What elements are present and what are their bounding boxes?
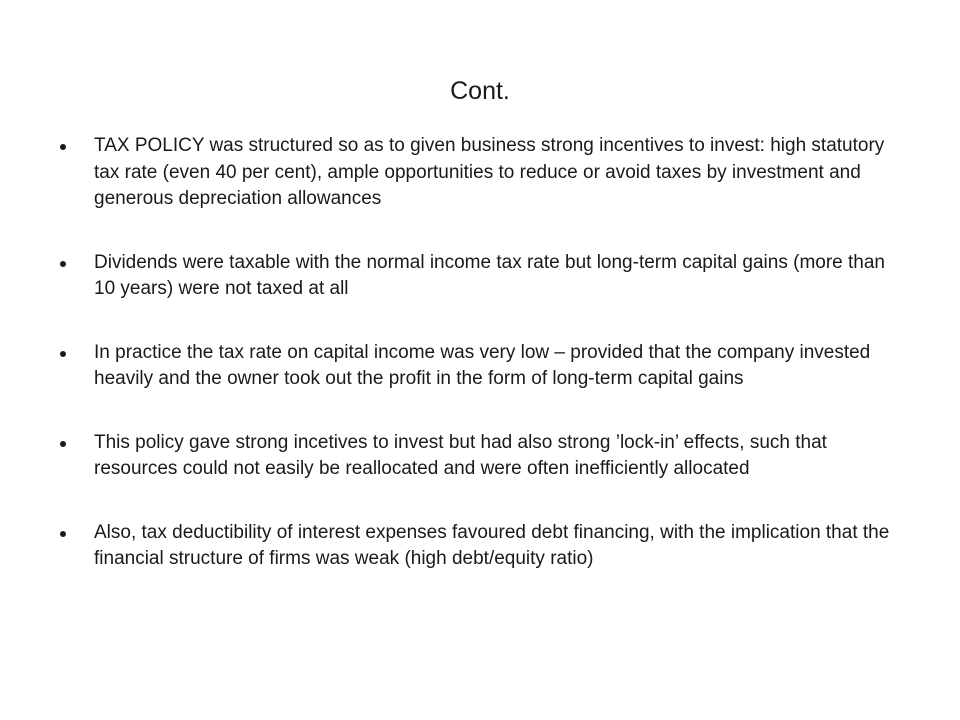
bullet-icon (60, 144, 66, 150)
bullet-text: Also, tax deductibility of interest expenses favoured debt financing, with the implication that the financial structure of firms was weak (high debt/equity ratio) (94, 521, 890, 569)
bullet-text: In practice the tax rate on capital income was very low – provided that the company invested heavily and the owner took out the profit in the form of long-term capital gains (94, 341, 871, 389)
bullet-text: Dividends were taxable with the normal income tax rate but long-term capital gains (more than 10 years) were not taxed at all (94, 251, 885, 299)
bullet-icon (60, 261, 66, 267)
bullet-list (60, 133, 910, 610)
bullet-item-lock-in (60, 430, 910, 483)
bullet-item-tax-policy (60, 133, 910, 213)
bullet-icon (60, 531, 66, 537)
bullet-text: TAX POLICY was structured so as to given business strong incentives to invest: high statutory tax rate (even 40 per cent), ample opportunities to reduce or avoid taxes by investment and generous depreciation allowances (94, 135, 885, 209)
bullet-icon (60, 351, 66, 357)
bullet-item-practice (60, 340, 910, 393)
bullet-item-dividends (60, 250, 910, 303)
bullet-icon (60, 441, 66, 447)
bullet-text: This policy gave strong incetives to invest but had also strong ’lock-in’ effects, such that resources could not easily be reallocated and were often inefficiently allocated (94, 431, 827, 479)
slide-title: Cont. (450, 77, 510, 105)
bullet-item-debt-financing (60, 520, 910, 573)
